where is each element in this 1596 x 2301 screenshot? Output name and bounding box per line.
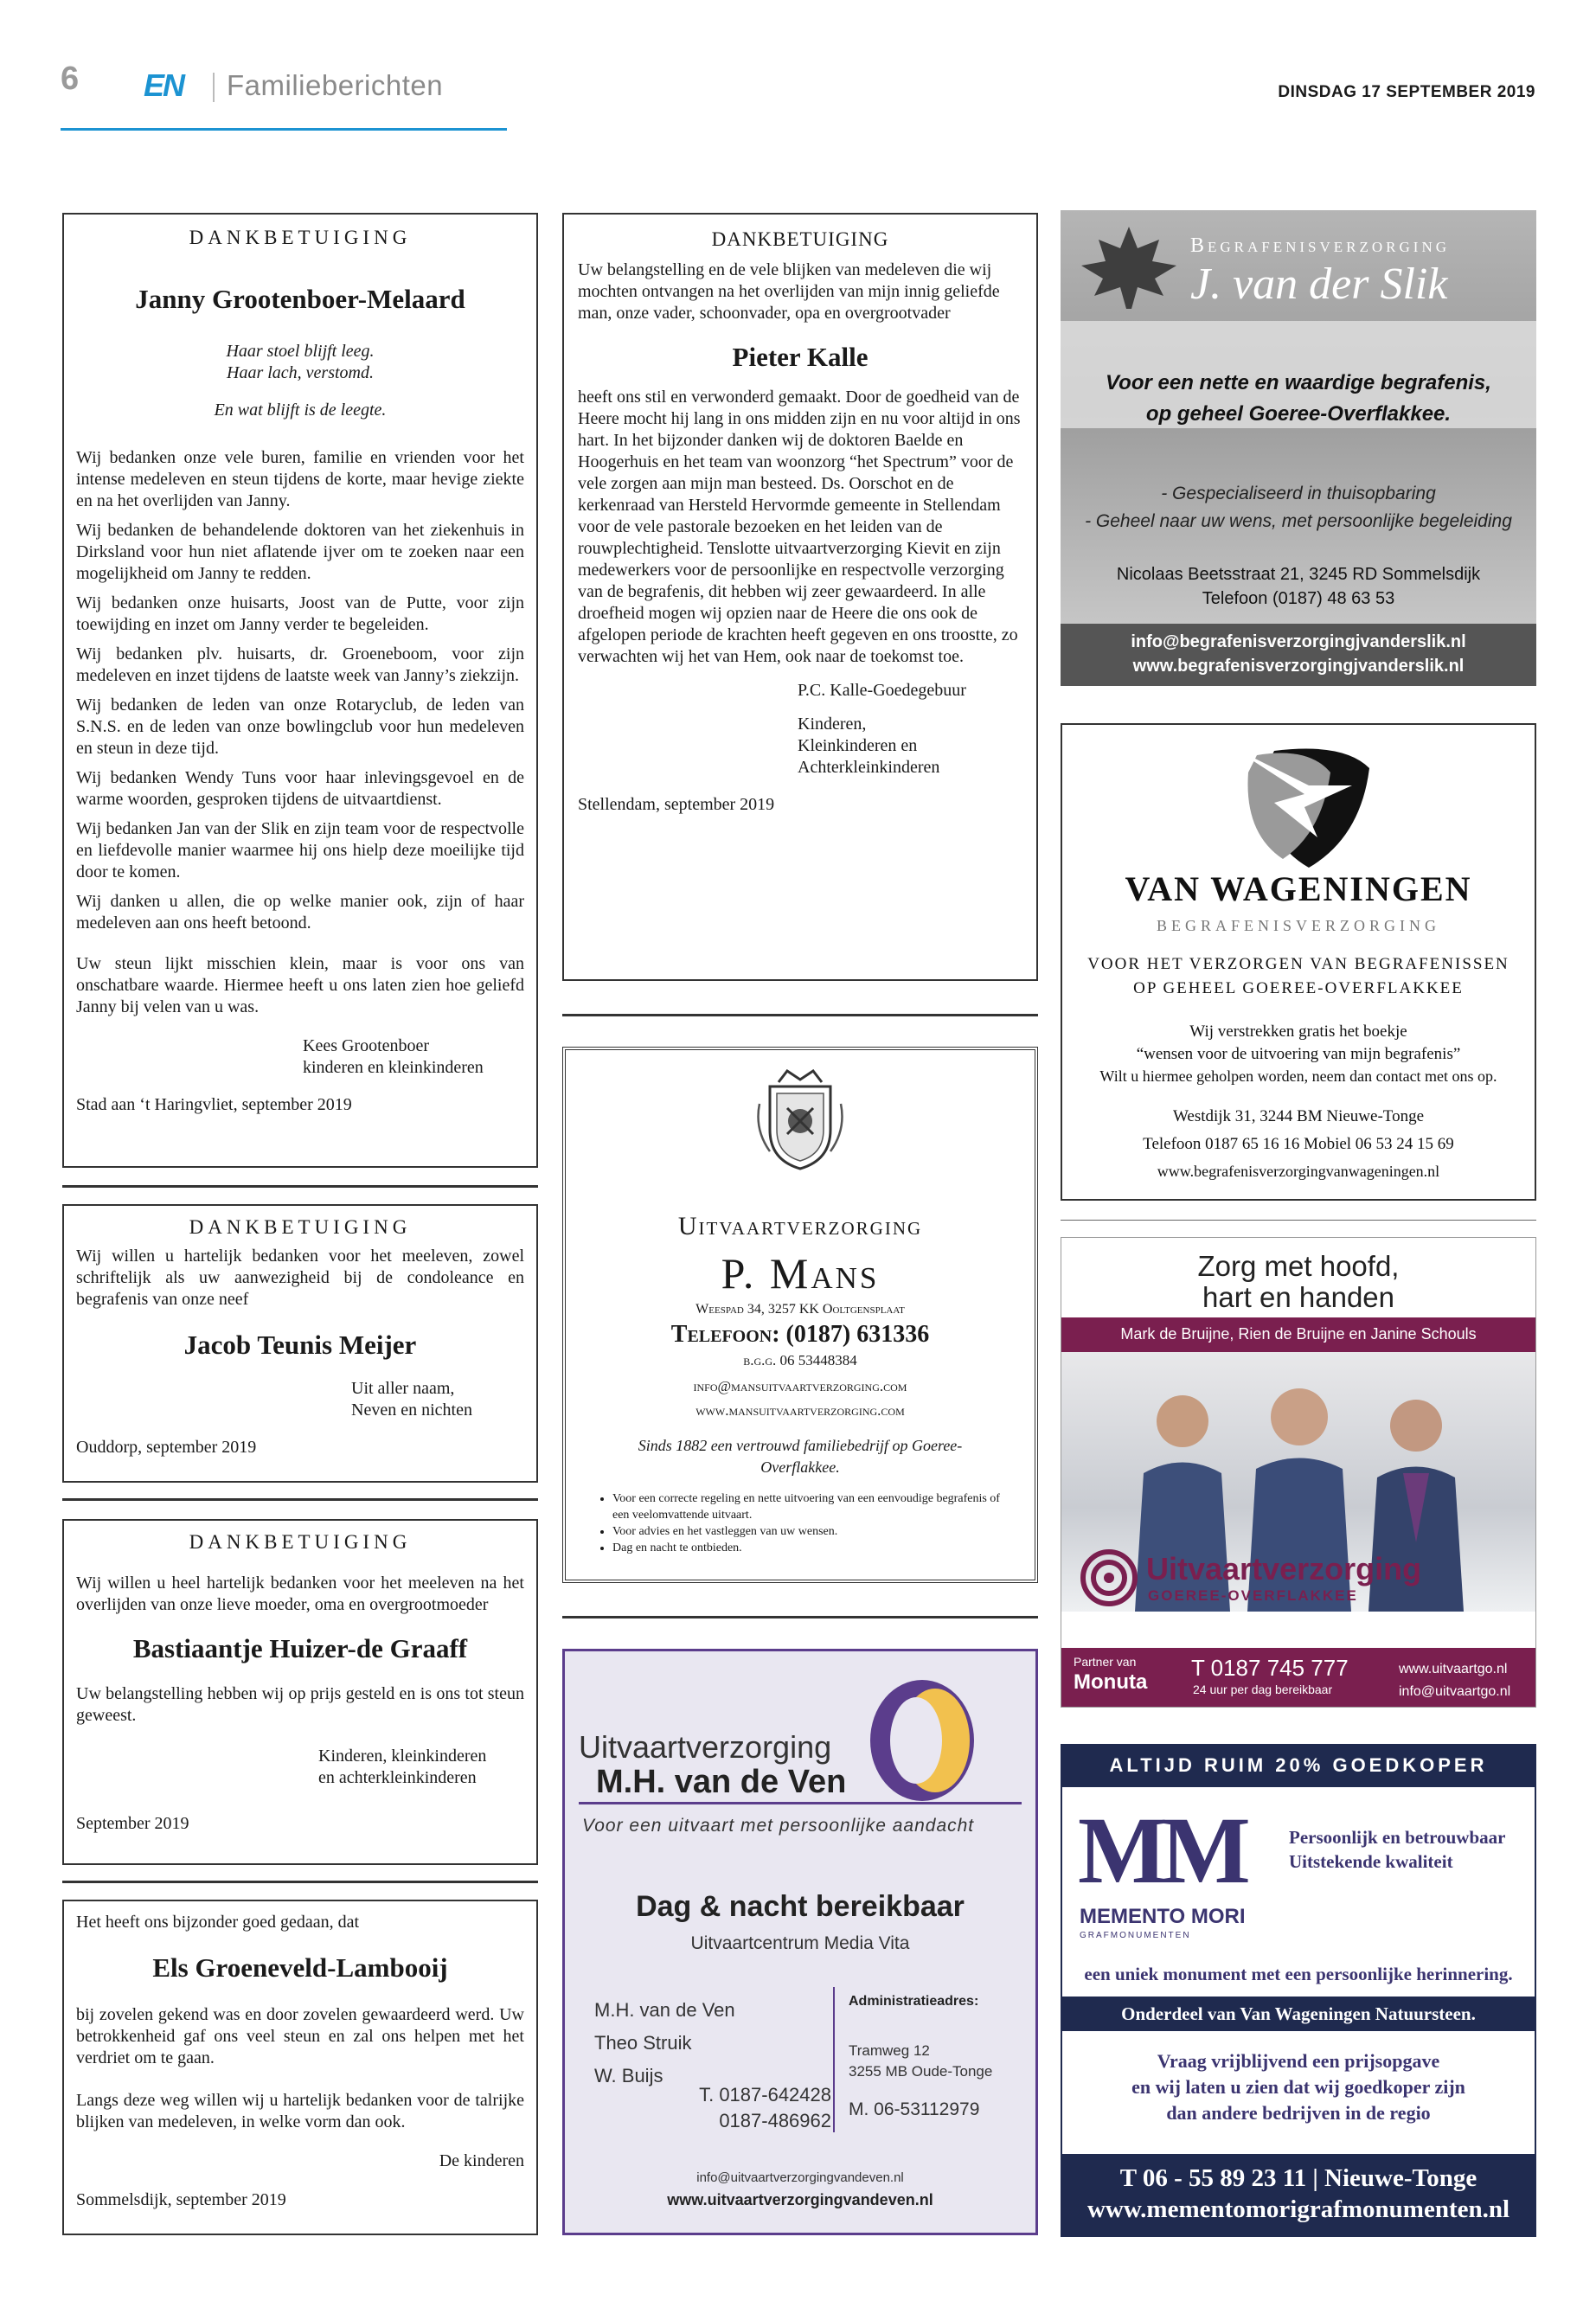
signature-line: Kinderen,: [798, 715, 867, 734]
deceased-name: Jacob Teunis Meijer: [183, 1330, 417, 1360]
wageningen-line: OP GEHEEL GOEREE-OVERFLAKKEE: [1133, 979, 1464, 997]
place-date: Sommelsdijk, september 2019: [76, 2190, 286, 2209]
goeree-partner: Monuta: [1074, 1670, 1148, 1694]
goeree-partner-label: Partner van: [1074, 1655, 1137, 1669]
vdven-admin-address: Tramweg 12: [849, 2042, 930, 2059]
memento-offer: Vraag vrijblijvend een prijsopgave: [1157, 2050, 1440, 2072]
vdven-name: M.H. van de Ven: [596, 1764, 847, 1800]
vdven-slogan: Voor een uitvaart met persoonlijke aandacht: [582, 1816, 975, 1836]
wageningen-text: Wij verstrekken gratis het boekje: [1189, 1022, 1407, 1041]
signature-line: Kleinkinderen en: [798, 736, 918, 755]
vdven-title: Uitvaartverzorging: [579, 1729, 832, 1765]
mans-web: www.mansuitvaartverzorging.com: [695, 1402, 905, 1419]
mans-phone: Telefoon: (0187) 631336: [670, 1321, 930, 1348]
signature-line: en achterkleinkinderen: [318, 1768, 477, 1787]
memento-phone: T 06 - 55 89 23 11 | Nieuwe-Tonge: [1119, 2164, 1477, 2192]
header-rule: [61, 128, 507, 131]
slik-tagline: op geheel Goeree-Overflakkee.: [1145, 402, 1452, 426]
memento-point: Persoonlijk en betrouwbaar: [1289, 1827, 1506, 1848]
deceased-name: Bastiaantje Huizer-de Graaff: [132, 1633, 468, 1663]
section-title: Familieberichten: [227, 69, 444, 101]
janny-ad: [62, 213, 538, 1168]
slik-feature: - Geheel naar uw wens, met persoonlijke begeleiding: [1085, 511, 1512, 531]
signature-line: Uit aller naam,: [351, 1379, 455, 1398]
wageningen-line: VOOR HET VERZORGEN VAN BEGRAFENISSEN: [1087, 955, 1509, 973]
intro-text: Wij willen u hartelijk bedanken voor het meeleven, zowel schriftelijk als uw aanwezigheid bij de condoleance en begrafenis van onze neef: [76, 1247, 524, 1309]
slik-web[interactable]: www.begrafenisverzorgingjvanderslik.nl: [1132, 657, 1465, 676]
mans-ad: [562, 1047, 1038, 1583]
mans-name: P. Mans: [721, 1249, 880, 1298]
bastiaantje-ad: [62, 1519, 538, 1865]
intro-text: Het heeft ons bijzonder goed gedaan, dat: [76, 1913, 360, 1932]
memento-onderdeel: Onderdeel van Van Wageningen Natuursteen.: [1121, 2003, 1476, 2024]
wageningen-text: “wensen voor de uitvoering van mijn begrafenis”: [1136, 1045, 1461, 1063]
ad-heading: DANKBETUIGING: [189, 1531, 412, 1553]
mans-bullet: • Dag en nacht te ontbieden.: [612, 1540, 1017, 1556]
vdven-staff: M.H. van de Ven: [594, 1999, 735, 2021]
mans-address: Weespad 34, 3257 KK Ooltgensplaat: [695, 1302, 905, 1317]
slik-feature: - Gespecialiseerd in thuisopbaring: [1161, 484, 1436, 503]
signature-line: Kees Grootenboer: [303, 1036, 430, 1055]
memento-logo-sub: GRAFMONUMENTEN: [1080, 1931, 1191, 1940]
wageningen-address: Westdijk 31, 3244 BM Nieuwe-Tonge: [1172, 1107, 1425, 1125]
mans-slogan: Sinds 1882 een vertrouwd familiebedrijf op Goeree-Overflakkee.: [638, 1437, 963, 1476]
jacob-ad: [62, 1204, 538, 1483]
body-text: Uw belangstelling hebben wij op prijs gesteld en is ons tot steun geweest.: [76, 1684, 524, 1725]
vdven-staff: Theo Struik: [594, 2032, 692, 2054]
vdven-logo-icon: [866, 1676, 978, 1810]
issue-date: DINSDAG 17 SEPTEMBER 2019: [1278, 83, 1535, 101]
pieter-ad: [562, 213, 1038, 981]
signature-line: P.C. Kalle-Goedegebuur: [798, 681, 966, 700]
ad-heading: DANKBETUIGING: [711, 228, 889, 250]
signature-line: De kinderen: [439, 2151, 524, 2170]
header-divider: [213, 73, 215, 102]
signature-line: Kinderen, kleinkinderen: [318, 1747, 487, 1766]
place-date: September 2019: [76, 1814, 189, 1833]
vdven-staff: W. Buijs: [594, 2065, 663, 2086]
paragraph: Wij danken u allen, die op welke manier ook, zijn of haar medeleven aan ons heeft betoond.: [76, 892, 524, 933]
goeree-brand: Uitvaartverzorging: [1146, 1551, 1422, 1586]
intro-text: Uw belangstelling en de vele blijken van medeleven die wij mochten ontvangen na het overlijden van mijn innig geliefde man, onze vader, schoonvader, opa en overgrootvader: [578, 260, 1000, 323]
slik-brand1: Begrafenisverzorging: [1190, 234, 1451, 257]
deceased-name: Pieter Kalle: [732, 342, 869, 372]
crest-icon: [583, 1069, 1017, 1177]
vdven-centrum: Uitvaartcentrum Media Vita: [690, 1933, 910, 1953]
paragraph: Wij bedanken de leden van onze Rotaryclub, de leden van S.N.S. en de leden van onze bowlingclub voor hun medeleven en steun in deze tijd.: [76, 695, 524, 758]
slik-tagline: Voor een nette en waardige begrafenis,: [1106, 371, 1491, 394]
dove-emblem-icon: [1222, 734, 1378, 876]
paragraph: Wij bedanken Jan van der Slik en zijn team voor de respectvolle en liefdevolle manier waarmee hij ons hielp deze moeilijke tijd door te komen.: [76, 819, 524, 881]
mans-bullet: • Voor advies en het vastleggen van uw wensen.: [612, 1523, 1017, 1540]
body-text: heeft ons stil en verwonderd gemaakt. Door de goedheid van de Heere mocht hij lang in ons midden zijn en nu voor altijd in ons hart. In het bijzonder danken wij de doktoren Baelde en Hoogerhuis en het team van woonzorg “het Spectrum” voor de vele zorgen aan mijn man besteed. Ds. Oorschot en de kerkenraad van Hersteld Hervormde gemeente in Stellendam voor de vele pastorale bezoeken en het leiden van de rouwplechtigheid. Tenslotte uitvaartverzorging Kievit en zijn medewerkers voor de persoonlijke en respectvolle verzorging van de begrafenis, dit hebben wij zeer gewaardeerd. In alle droefheid mogen wij opzien naar de Heere die ons ook de afgelopen periode de krachten heeft gegeven en ons troostte, zo verwachten wij het van Hem, ook naar de toekomst toe.: [578, 388, 1021, 666]
separator-rule: [62, 1498, 538, 1501]
separator-rule: [562, 1616, 1038, 1618]
memento-logo-name: MEMENTO MORI: [1080, 1905, 1246, 1928]
wageningen-ad: [1061, 723, 1536, 1201]
vdven-rule: [579, 1802, 1022, 1804]
newspaper-logo: EN: [144, 67, 184, 103]
paragraph: Uw steun lijkt misschien klein, maar is voor ons van onschatbare waarde. Hiermee heeft u ons laten zien hoe geliefd Janny bij velen van u was.: [76, 954, 524, 1016]
memento-point: Uitstekende kwaliteit: [1289, 1851, 1453, 1872]
goeree-headline: Zorg met hoofd,: [1197, 1250, 1400, 1282]
mans-title: Uitvaartverzorging: [677, 1212, 923, 1240]
separator-rule: [62, 1185, 538, 1188]
memento-ad: [1061, 1744, 1536, 2237]
goeree-web[interactable]: www.uitvaartgo.nl: [1399, 1662, 1508, 1676]
page-number: 6: [61, 61, 80, 97]
mans-bgg: b.g.g. 06 53448384: [743, 1352, 857, 1368]
memento-offer: en wij laten u zien dat wij goedkoper zijn: [1131, 2076, 1465, 2098]
goeree-brand-sub: GOEREE-OVERFLAKKEE: [1148, 1587, 1358, 1604]
goeree-names: Mark de Bruijne, Rien de Bruijne en Janine Schouls: [1120, 1325, 1477, 1343]
ad-heading: DANKBETUIGING: [189, 227, 412, 248]
paragraph: Wij bedanken onze vele buren, familie en vrienden voor het intense medeleven en steun tijdens de korte, maar hevige ziekte en na het overlijden van Janny.: [76, 448, 524, 510]
separator-rule: [1061, 1220, 1536, 1221]
poem-line: Haar stoel blijft leeg.: [226, 342, 375, 361]
paragraph: Wij bedanken plv. huisarts, dr. Groeneboom, voor zijn medeleven en inzet tijdens de laatste week van Janny’s ziekzijn.: [76, 644, 524, 685]
slik-brand2: J. van der Slik: [1190, 260, 1448, 309]
deceased-name: Janny Grootenboer-Melaard: [135, 284, 465, 314]
paragraph: Wij bedanken onze huisarts, Joost van de Putte, voor zijn toewijding en inzet om Janny verder te begeleiden.: [76, 593, 524, 634]
els-ad: [62, 1900, 538, 2235]
memento-web[interactable]: www.mementomorigrafmonumenten.nl: [1086, 2195, 1510, 2223]
vdven-email[interactable]: info@uitvaartverzorgingvandeven.nl: [696, 2170, 904, 2185]
paragraph: Wij bedanken de behandelende doktoren van het ziekenhuis in Dirksland voor hun niet aflatende ijver om te zoeken naar een mogelijkheid om Janny te redden.: [76, 521, 524, 583]
deceased-name: Els Groeneveld-Lambooij: [152, 1952, 448, 1983]
vdven-web[interactable]: www.uitvaartverzorgingvandeven.nl: [667, 2191, 933, 2208]
vdven-admin-address: 3255 MB Oude-Tonge: [849, 2063, 993, 2080]
place-date: Ouddorp, september 2019: [76, 1438, 257, 1457]
vdven-phone: 0187-486962: [719, 2110, 831, 2131]
mans-email: info@mansuitvaartverzorging.com: [693, 1378, 907, 1394]
vdven-ad: [562, 1649, 1038, 2235]
slik-phone: Telefoon (0187) 48 63 53: [1202, 589, 1395, 608]
ad-heading: DANKBETUIGING: [189, 1216, 412, 1238]
fingerprint-logo-icon: [1079, 1548, 1139, 1612]
body-text: bij zovelen gekend was en door zovelen gewaardeerd werd. Uw betrokkenheid gaf ons veel steun en zal ons helpen met het verdriet om te gaan.: [76, 2005, 524, 2067]
vdven-mobile: M. 06-53112979: [849, 2099, 980, 2119]
slik-address: Nicolaas Beetsstraat 21, 3245 RD Sommelsdijk: [1116, 565, 1481, 584]
memento-logo: MM: [1078, 1798, 1244, 1903]
vdven-admin-label: Administratieadres:: [849, 1994, 979, 2009]
separator-rule: [562, 1014, 1038, 1016]
wageningen-phone: Telefoon 0187 65 16 16 Mobiel 06 53 24 15 69: [1143, 1135, 1454, 1153]
poem-line: En wat blijft is de leegte.: [214, 401, 387, 420]
poem-line: Haar lach, verstomd.: [227, 363, 374, 382]
wageningen-text: Wilt u hiermee geholpen worden, neem dan contact met ons op.: [1099, 1067, 1497, 1085]
memento-banner-text: ALTIJD RUIM 20% GOEDKOPER: [1109, 1754, 1488, 1776]
memento-offer: dan andere bedrijven in de regio: [1166, 2102, 1431, 2124]
goeree-phone: T 0187 745 777: [1191, 1655, 1349, 1681]
goeree-phone-sub: 24 uur per dag bereikbaar: [1193, 1682, 1333, 1696]
vdven-divider: [833, 1987, 835, 2132]
memento-tagline: een uniek monument met een persoonlijke herinnering.: [1084, 1964, 1513, 1984]
goeree-headline: hart en handen: [1202, 1281, 1395, 1313]
wageningen-sub: BEGRAFENISVERZORGING: [1156, 917, 1440, 934]
intro-text: Wij willen u heel hartelijk bedanken voor het meeleven na het overlijden van onze lieve moeder, oma en overgrootmoeder: [76, 1574, 524, 1614]
body-text: Langs deze weg willen wij u hartelijk bedanken voor de talrijke blijken van medeleven, in welke vorm dan ook.: [76, 2091, 524, 2131]
signature-line: Neven en nichten: [351, 1400, 472, 1420]
wageningen-brand: VAN WAGENINGEN: [1125, 869, 1472, 908]
separator-rule: [62, 1881, 538, 1883]
goeree-ad: [1061, 1237, 1536, 1708]
mans-bullet: • Voor een correcte regeling en nette uitvoering van een eenvoudige begrafenis of een veelomvattende uitvaart.: [612, 1490, 1017, 1523]
place-date: Stad aan ‘t Haringvliet, september 2019: [76, 1095, 352, 1114]
slik-email[interactable]: info@begrafenisverzorgingjvanderslik.nl: [1131, 632, 1466, 651]
signature-line: kinderen en kleinkinderen: [303, 1058, 484, 1077]
paragraph: Wij bedanken Wendy Tuns voor haar inlevingsgevoel en de warme woorden, gesproken tijdens de uitvaartdienst.: [76, 768, 524, 809]
place-date: Stellendam, september 2019: [578, 795, 775, 814]
vdven-bereikbaar: Dag & nacht bereikbaar: [636, 1890, 965, 1923]
maple-leaf-icon: [1073, 222, 1185, 322]
vdven-phone: T. 0187-642428: [699, 2084, 831, 2106]
signature-line: Achterkleinkinderen: [798, 758, 940, 777]
wageningen-web[interactable]: www.begrafenisverzorgingvanwageningen.nl: [1157, 1163, 1440, 1180]
slik-ad: [1061, 210, 1536, 686]
goeree-email[interactable]: info@uitvaartgo.nl: [1399, 1684, 1511, 1699]
